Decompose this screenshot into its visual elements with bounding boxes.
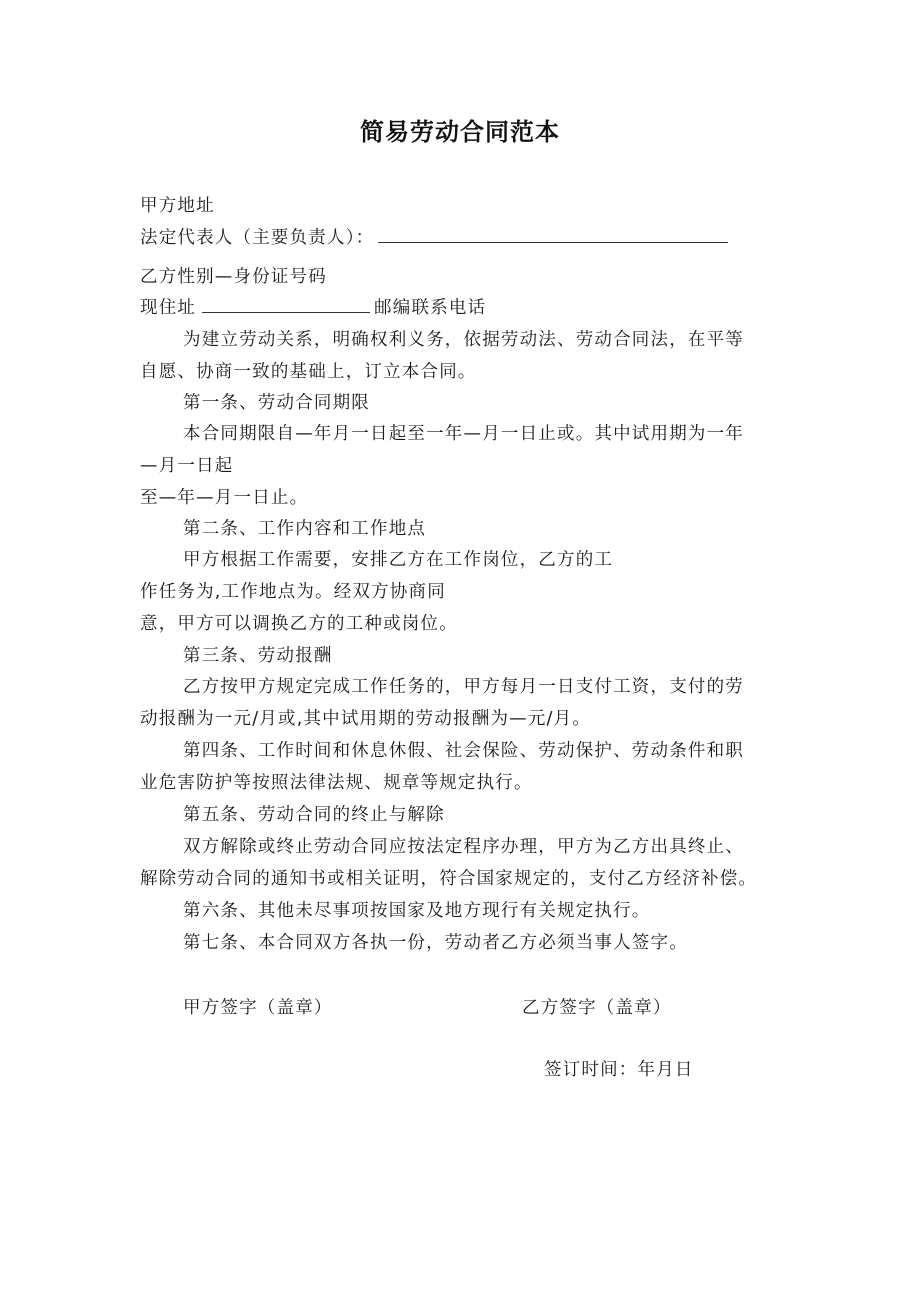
party-b-signature: 乙方签字（盖章） <box>522 998 672 1018</box>
article-2-title: 第二条、工作内容和工作地点 <box>183 519 427 539</box>
legal-rep-label: 法定代表人（主要负责人）： <box>140 228 375 248</box>
page-title: 简易劳动合同范本 <box>360 118 560 146</box>
article-5-line-1: 双方解除或终止劳动合同应按法定程序办理，甲方为乙方出具终止、 <box>183 837 744 857</box>
party-a-signature: 甲方签字（盖章） <box>183 998 333 1018</box>
party-a-address: 甲方地址 <box>140 196 215 216</box>
article-7: 第七条、本合同双方各执一份，劳动者乙方必须当事人签字。 <box>183 933 688 953</box>
article-5-title: 第五条、劳动合同的终止与解除 <box>183 805 445 825</box>
sign-date: 签订时间：年月日 <box>544 1060 694 1080</box>
legal-rep-blank[interactable] <box>378 226 728 243</box>
article-2-line-3: 意，甲方可以调换乙方的工种或岗位。 <box>140 614 458 634</box>
preamble-line-1: 为建立劳动关系，明确权利义务，依据劳动法、劳动合同法，在平等 <box>183 330 744 350</box>
residence-label: 现住址 <box>140 298 197 318</box>
article-1-line-3: 至—年—月一日止。 <box>140 488 309 508</box>
article-1-line-2: —月一日起 <box>140 456 234 476</box>
article-2-line-2: 作任务为,工作地点为。经双方协商同 <box>140 582 446 602</box>
article-1-line-1: 本合同期限自—年月一日起至一年—月一日止或。其中试用期为一年 <box>183 424 744 444</box>
article-5-line-2: 解除劳动合同的通知书或相关证明，符合国家规定的，支付乙方经济补偿。 <box>140 869 758 889</box>
article-3-line-2: 动报酬为一元/月或,其中试用期的劳动报酬为—元/月。 <box>140 709 592 729</box>
article-4-line-1: 第四条、工作时间和休息休假、社会保险、劳动保护、劳动条件和职 <box>183 741 744 761</box>
preamble-line-2: 自愿、协商一致的基础上，订立本合同。 <box>140 362 477 382</box>
party-b-info: 乙方性别—身份证号码 <box>140 267 327 287</box>
article-2-line-1: 甲方根据工作需要，安排乙方在工作岗位，乙方的工 <box>183 550 614 570</box>
legal-rep-row <box>140 226 728 250</box>
postcode-phone-label: 邮编联系电话 <box>374 298 487 318</box>
article-4-line-2: 业危害防护等按照法律法规、规章等规定执行。 <box>140 773 533 793</box>
article-6: 第六条、其他未尽事项按国家及地方现行有关规定执行。 <box>183 901 651 921</box>
residence-blank[interactable] <box>202 296 370 313</box>
article-3-title: 第三条、劳动报酬 <box>183 646 333 666</box>
article-1-title: 第一条、劳动合同期限 <box>183 393 370 413</box>
residence-row <box>140 296 486 320</box>
article-3-line-1: 乙方按甲方规定完成工作任务的，甲方每月一日支付工资，支付的劳 <box>183 677 744 697</box>
